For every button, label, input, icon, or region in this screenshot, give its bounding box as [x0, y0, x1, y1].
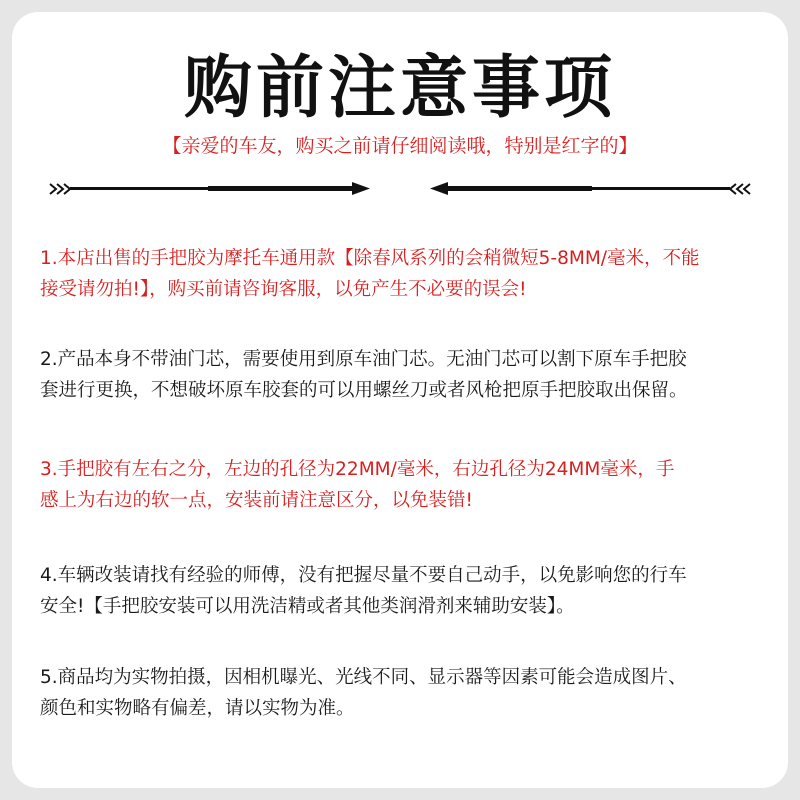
notice-line: 1.本店出售的手把胶为摩托车通用款【除春风系列的会稍微短5-8MM/毫米，不能: [40, 248, 700, 269]
notice-line: 2.产品本身不带油门芯，需要使用到原车油门芯。无油门芯可以割下原车手把胶: [40, 349, 687, 370]
notice-line: 5.商品均为实物拍摄，因相机曝光、光线不同、显示器等因素可能会造成图片、: [40, 667, 687, 688]
notice-line: 4.车辆改装请找有经验的师傅，没有把握尽量不要自己动手，以免影响您的行车: [40, 565, 687, 586]
notice-item-1: [40, 243, 770, 305]
notice-line: 安全!【手把胶安装可以用洗洁精或者其他类润滑剂来辅助安装】。: [40, 596, 575, 617]
notice-item-2: [40, 344, 770, 406]
right-arrow-icon: [50, 182, 370, 195]
notice-line: 套进行更换，不想破坏原车胶套的可以用螺丝刀或者风枪把原手把胶取出保留。: [40, 380, 688, 401]
page-title: 购前注意事项: [183, 49, 616, 128]
notice-line: 颜色和实物略有偏差，请以实物为准。: [40, 698, 355, 719]
subtitle: 【亲爱的车友，购买之前请仔细阅读哦，特别是红字的】: [162, 135, 638, 157]
left-arrow-icon: [430, 182, 750, 195]
notice-item-4: [40, 560, 770, 622]
notice-item-3: [40, 454, 770, 516]
notice-line: 接受请勿拍!】，购买前请咨询客服，以免产生不必要的误会!: [40, 279, 527, 300]
notice-line: 感上为右边的软一点，安装前请注意区分，以免装错!: [40, 490, 473, 511]
divider-arrows: [0, 176, 800, 202]
notice-line: 3.手把胶有左右之分，左边的孔径为22MM/毫米，右边孔径为24MM毫米，手: [40, 459, 675, 480]
notice-item-5: [40, 662, 770, 724]
